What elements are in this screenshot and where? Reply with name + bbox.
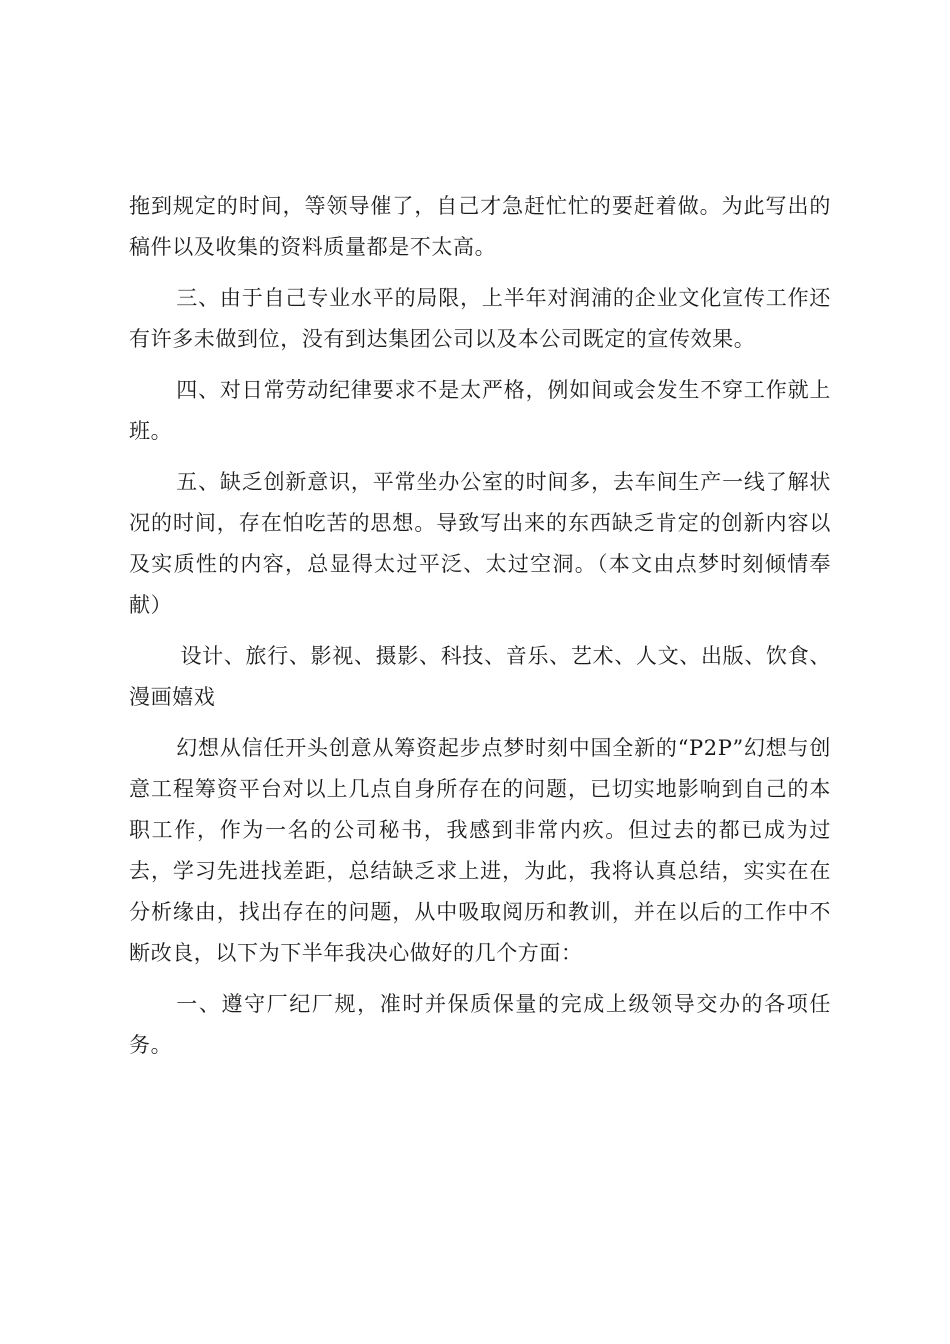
document-body: [129, 186, 831, 1076]
paragraph-category-tags: 设计、旅行、影视、摄影、科技、音乐、艺术、人文、出版、饮食、漫画嬉戏: [129, 644, 831, 709]
paragraph-continuation: 拖到规定的时间，等领导催了，自己才急赶忙忙的要赶着做。为此写出的稿件以及收集的资料质量都是不太高。: [129, 194, 831, 259]
paragraph-summary: 幻想从信任开头创意从筹资起步点梦时刻中国全新的“P2P”幻想与创意工程筹资平台对以上几点自身所存在的问题，已切实地影响到自己的本职工作，作为一名的公司秘书，我感到非常内疚。但过去的都已成为过去，学习先进找差距，总结缺乏求上进，为此，我将认真总结，实实在在分析缘由，找出存在的问题，从中吸取阅历和教训，并在以后的工作中不断改良，以下为下半年我决心做好的几个方面：: [129, 736, 831, 965]
paragraph-item-four: 四、对日常劳动纪律要求不是太严格，例如间或会发生不穿工作就上班。: [129, 378, 831, 443]
paragraph-plan-item-one: 一、遵守厂纪厂规，准时并保质保量的完成上级领导交办的各项任务。: [129, 992, 831, 1057]
paragraph-item-three: 三、由于自己专业水平的局限，上半年对润浦的企业文化宣传工作还有许多未做到位，没有到达集团公司以及本公司既定的宣传效果。: [129, 286, 831, 351]
paragraph-item-five: 五、缺乏创新意识，平常坐办公室的时间多，去车间生产一线了解状况的时间，存在怕吃苦的思想。导致写出来的东西缺乏肯定的创新内容以及实质性的内容，总显得太过平泛、太过空洞。（本文由点梦时刻倾情奉献）: [129, 470, 831, 617]
